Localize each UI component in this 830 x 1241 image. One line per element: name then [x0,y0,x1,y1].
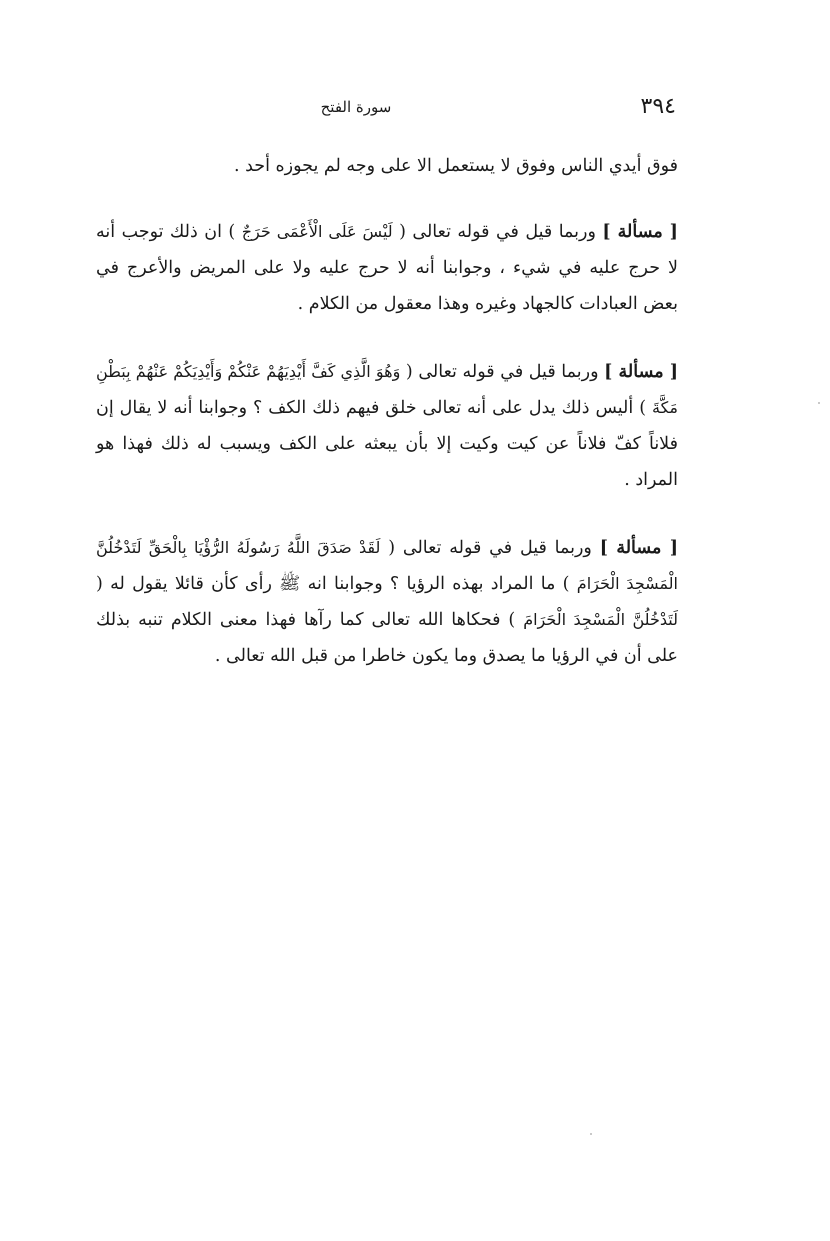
quran-verse: لَيْسَ عَلَى الْأَعْمَى حَرَجٌ [241,222,393,241]
scan-speck [590,1133,592,1135]
masala-answer: ) فحكاها الله تعالى كما رآها فهذا معنى الكلام تنبه بذلك على أن في الرؤيا ما يصدق وما يكون خاطرا من قبل الله تعالى . [96,610,678,666]
masala-paragraph [96,214,678,322]
quran-verse: وَهُوَ الَّذِي كَفَّ أَيْدِيَهُمْ عَنْكُمْ وَأَيْدِيَكُمْ عَنْهُمْ بِبَطْنِ مَكَّةَ [96,362,678,417]
masala-lead: وربما قيل في قوله تعالى ( [388,538,592,558]
page-number: ٣٩٤ [640,94,676,119]
masala-label: [ مسألة ] [602,222,678,242]
surah-title: سورة الفتح [320,98,392,116]
scan-speck [818,402,820,404]
masala-lead: وربما قيل في قوله تعالى ( [405,362,599,382]
masala-paragraph [96,354,678,498]
masala-answer: ) ان ذلك توجب أنه لا حرج عليه في شيء ، وجوابنا أنه لا حرج عليه ولا على المريض والأعرج في بعض العبادات كالجهاد وغيره وهذا معقول من الكلام . [96,222,678,314]
page-body [96,148,678,706]
masala-label: [ مسألة ] [599,538,678,558]
masala-middle: ) ما المراد بهذه الرؤيا ؟ وجوابنا انه ﷺ رأى كأن قائلا يقول له ( [96,574,570,594]
masala-paragraph [96,530,678,674]
quran-verse: لَقَدْ صَدَقَ اللَّهُ رَسُولَهُ الرُّؤْيَا بِالْحَقِّ لَتَدْخُلُنَّ الْمَسْجِدَ الْحَرَامَ [96,538,678,593]
masala-answer: ) أليس ذلك يدل على أنه تعالى خلق فيهم ذلك الكف ؟ وجوابنا أنه لا يقال إن فلاناً كفّ فلاناً عن كيت وكيت إلا بأن يبعثه على الكف ويسبب له ذلك فهذا هو المراد . [96,398,678,490]
quran-verse-quote: لَتَدْخُلُنَّ الْمَسْجِدَ الْحَرَامَ [523,610,678,629]
intro-paragraph [96,148,678,184]
masala-lead: وربما قيل في قوله تعالى ( [399,222,596,242]
intro-text: فوق أيدي الناس وفوق لا يستعمل الا على وجه لم يجوزه أحد . [233,156,678,176]
page-header [96,94,676,120]
masala-label: [ مسألة ] [604,362,678,382]
